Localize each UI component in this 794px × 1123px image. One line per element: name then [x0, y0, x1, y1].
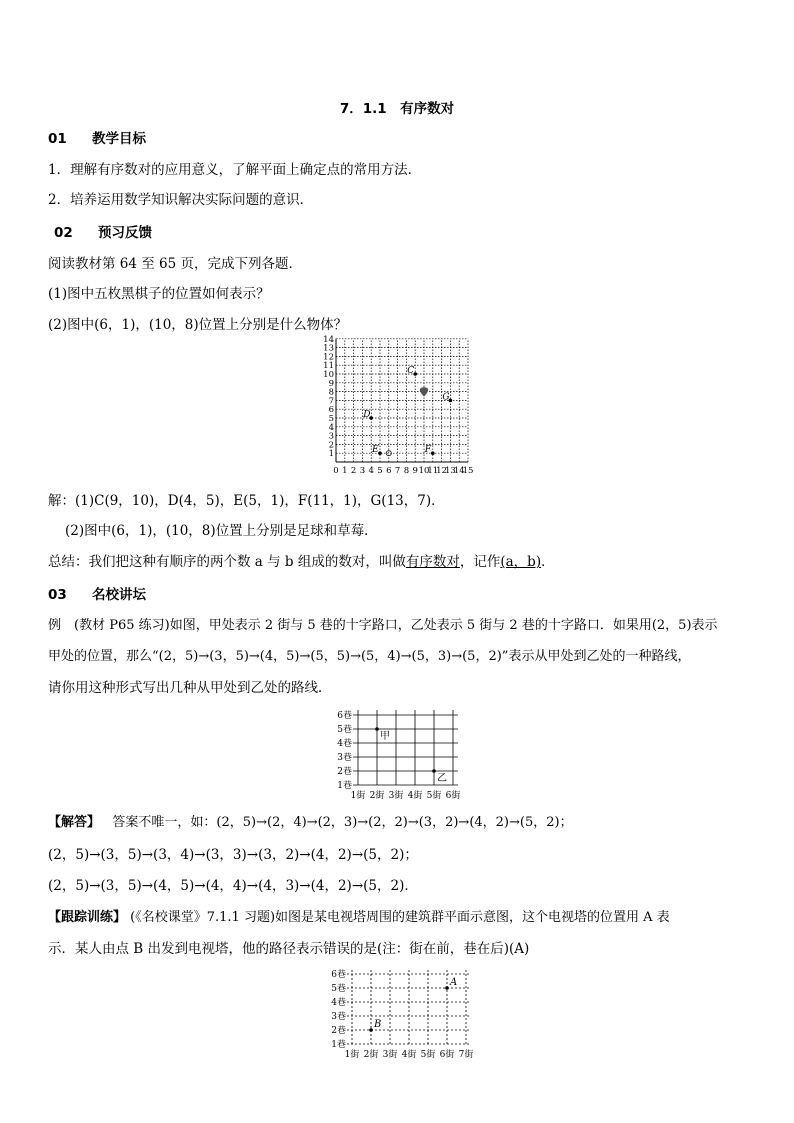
- location-point: [375, 727, 379, 731]
- street-label: 3街: [388, 791, 404, 801]
- point-label: C: [407, 366, 415, 376]
- street-label: 1街: [350, 791, 366, 801]
- goal-item: 2．培养运用数学知识解决实际问题的意识．: [48, 192, 314, 208]
- lane-label: 5巷: [331, 984, 346, 994]
- notation-blank: (a，b): [500, 554, 542, 570]
- answer-line-1: 解：(1)C(9，10)，D(4，5)，E(5，1)，F(11，1)，G(13，7)．: [48, 493, 445, 509]
- data-point: [378, 451, 382, 455]
- reading-instruction: 阅读教材第 64 至 65 页，完成下列各题．: [48, 256, 303, 272]
- point-label: F: [424, 445, 432, 456]
- streets-grid-figure: [328, 708, 460, 804]
- street-label: 5街: [426, 791, 442, 801]
- y-tick-label: 5: [328, 414, 334, 424]
- point-label: G: [442, 392, 450, 403]
- follow-line-1: 【跟踪训练】 (《名校课堂》7.1.1 习题)如图是某电视塔周围的建筑群平面示意图，这个电视塔的位置用 A 表: [48, 910, 670, 925]
- answer-block-line-1: 【解答】 答案不唯一，如：(2，5)→(2，4)→(2，3)→(2，2)→(3，2)→(4，2)→(5，2)；: [48, 815, 573, 830]
- x-tick-label: 9: [412, 466, 418, 476]
- summary: 总结：我们把这种有顺序的两个数 a 与 b 组成的数对，叫做有序数对，记作(a，b)．: [48, 554, 555, 570]
- lane-label: 4巷: [331, 998, 346, 1008]
- lane-label: 3巷: [331, 1012, 346, 1022]
- location-point: [369, 1028, 373, 1032]
- y-tick-label: 7: [328, 396, 334, 407]
- section-heading-preview: [54, 224, 152, 242]
- x-tick-label: 8: [403, 466, 410, 476]
- question-2: (2)图中(6，1)，(10，8)位置上分别是什么物体？: [48, 317, 348, 333]
- section-number: 03: [48, 587, 67, 603]
- y-tick-label: 8: [328, 387, 334, 398]
- location-label: B: [374, 1019, 382, 1030]
- x-tick-label: 13: [444, 466, 456, 476]
- section-title: 名校讲坛: [92, 587, 146, 603]
- follow-line-2: 示．某人由点 B 出发到电视塔，他的路径表示错误的是(注：街在前，巷在后)(A): [48, 941, 530, 957]
- x-tick-label: 3: [359, 466, 366, 476]
- answer-block-line-3: (2，5)→(3，5)→(4，5)→(4，4)→(4，3)→(4，2)→(5，2)．: [48, 878, 418, 894]
- street-label: 6街: [439, 1050, 455, 1060]
- point-label: E: [372, 445, 379, 456]
- x-tick-label: 7: [394, 466, 401, 476]
- section-title: 预习反馈: [98, 225, 152, 241]
- x-tick-label: 11: [427, 466, 439, 476]
- location-label: 甲: [380, 731, 390, 742]
- y-tick-label: 14: [323, 334, 334, 345]
- y-tick-label: 10: [323, 370, 334, 380]
- y-tick-label: 13: [323, 343, 334, 354]
- lane-label: 3巷: [337, 753, 352, 763]
- goal-item: 1．理解有序数对的应用意义，了解平面上确定点的常用方法．: [48, 162, 422, 178]
- go-board-figure: [318, 334, 478, 482]
- section-title: 教学目标: [92, 131, 146, 147]
- lane-label: 5巷: [337, 725, 352, 735]
- lane-label: 2巷: [337, 767, 352, 777]
- x-tick-label: 0: [333, 466, 339, 476]
- answer-label: 【解答】: [48, 815, 101, 830]
- y-tick-label: 2: [328, 440, 334, 451]
- strawberry-icon: [420, 387, 428, 397]
- point-label: D: [363, 410, 371, 420]
- street-label: 2街: [363, 1050, 379, 1060]
- follow-label: 【跟踪训练】: [48, 910, 127, 925]
- street-label: 7街: [458, 1050, 474, 1060]
- y-tick-label: 11: [323, 361, 334, 372]
- lane-label: 6巷: [331, 970, 346, 980]
- tower-grid-figure: [322, 968, 474, 1064]
- section-heading-goals: [48, 130, 146, 148]
- location-label: A: [450, 977, 458, 988]
- example-line-3: 请你用这种形式写出几种从甲处到乙处的路线．: [48, 680, 332, 696]
- x-tick-label: 14: [453, 466, 465, 476]
- x-tick-label: 4: [368, 466, 374, 476]
- x-tick-label: 6: [386, 466, 392, 476]
- street-label: 6街: [445, 791, 461, 801]
- term-blank: 有序数对: [405, 554, 460, 570]
- lane-label: 4巷: [337, 739, 352, 749]
- question-1: (1)图中五枚黑棋子的位置如何表示？: [48, 286, 270, 302]
- lane-label: 1巷: [337, 781, 352, 791]
- example-line-2: 甲处的位置，那么“(2，5)→(3，5)→(4，5)→(5，5)→(5，4)→(5，3)→(5，2)”表示从甲处到乙处的一种路线，: [48, 649, 691, 664]
- street-label: 4街: [401, 1050, 417, 1060]
- x-tick-label: 12: [436, 466, 448, 476]
- location-label: 乙: [437, 773, 447, 784]
- y-tick-label: 1: [328, 449, 334, 460]
- y-tick-label: 4: [328, 422, 334, 433]
- street-label: 3街: [382, 1050, 398, 1060]
- street-label: 2街: [369, 791, 385, 801]
- y-tick-label: 3: [328, 431, 334, 442]
- x-tick-label: 15: [462, 466, 474, 476]
- lane-label: 1巷: [331, 1040, 346, 1050]
- street-label: 1街: [344, 1050, 360, 1060]
- x-tick-label: 2: [350, 466, 357, 476]
- x-tick-label: 1: [342, 466, 348, 476]
- x-tick-label: 10: [418, 466, 430, 476]
- section-number: 01: [48, 131, 67, 147]
- location-point: [432, 769, 436, 773]
- example-line-1: 例 (教材 P65 练习)如图，甲处表示 2 街与 5 巷的十字路口，乙处表示 5 街与 2 巷的十字路口．如果用(2，5)表示: [48, 618, 718, 633]
- section-heading-lecture: [48, 586, 146, 604]
- lane-label: 2巷: [331, 1026, 346, 1036]
- location-point: [445, 986, 449, 990]
- x-tick-label: 5: [377, 466, 383, 476]
- lane-label: 6巷: [337, 711, 352, 721]
- data-point: [431, 451, 435, 455]
- answer-line-2: (2)图中(6，1)，(10，8)位置上分别是足球和草莓．: [65, 523, 378, 539]
- street-label: 5街: [420, 1050, 436, 1060]
- street-label: 4街: [407, 791, 423, 801]
- answer-block-line-2: (2，5)→(3，5)→(3，4)→(3，3)→(3，2)→(4，2)→(5，2)；: [48, 847, 418, 863]
- y-tick-label: 6: [328, 405, 334, 416]
- page-title: 7．1.1 有序数对: [339, 101, 455, 117]
- y-tick-label: 12: [323, 352, 334, 363]
- y-tick-label: 9: [328, 378, 334, 389]
- section-number: 02: [54, 225, 73, 241]
